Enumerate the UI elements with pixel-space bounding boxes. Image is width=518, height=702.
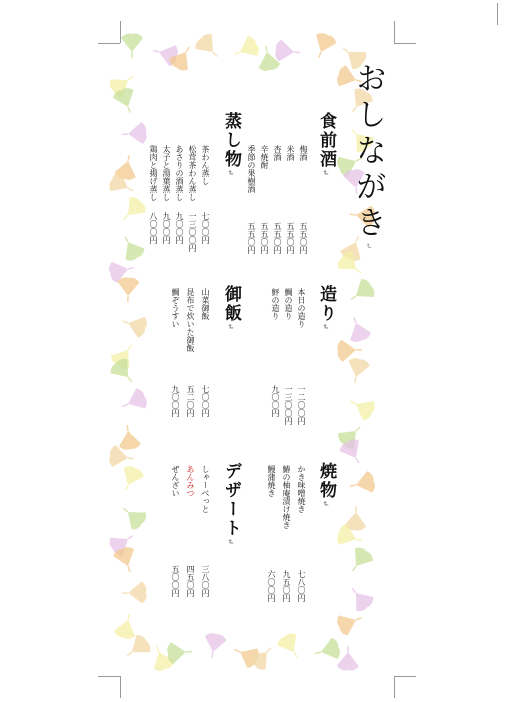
menu-item-name: 辛焼酎 <box>260 145 269 169</box>
ginkgo-leaf <box>116 424 141 451</box>
ginkgo-leaf <box>345 391 377 422</box>
ginkgo-leaf <box>115 231 146 263</box>
menu-item-name: 茶わん蒸し <box>201 145 210 185</box>
menu-item-name: 昆布で炊いた御飯 <box>186 288 195 352</box>
ginkgo-leaf <box>344 356 371 385</box>
menu-item-name: 松茸茶わん蒸し <box>188 145 197 201</box>
menu-item-name: かき味噌焼き <box>297 465 306 513</box>
section-title-shokuzenshu: 食前酒↵ <box>316 112 336 178</box>
menu-item-name: 山菜御飯 <box>201 288 210 320</box>
ginkgo-leaf <box>274 39 301 63</box>
section-title-yakimono: 焼物↵ <box>316 462 336 509</box>
section-title-tsukuri: 造り↵ <box>316 285 336 332</box>
menu-item-name: ぜんざい <box>171 465 180 497</box>
menu-item-name: 鮃の造り <box>271 288 280 320</box>
section-title-dessert: デザート↵ <box>221 462 241 547</box>
ginkgo-leaf <box>309 31 339 62</box>
menu-item-price: 五五〇円 <box>299 222 308 254</box>
ginkgo-leaf <box>312 637 341 665</box>
ginkgo-leaf <box>344 545 376 578</box>
menu-item-price: 四五〇円 <box>186 565 195 597</box>
menu-item-name: 太子と湯葉蒸し <box>162 145 171 201</box>
ginkgo-leaf <box>344 581 377 614</box>
menu-item-name: 鰻蒲焼き <box>267 465 276 497</box>
ginkgo-leaf <box>122 581 147 604</box>
menu-item-price: 七八〇円 <box>297 570 306 602</box>
menu-item-name: しゃーべっと <box>201 465 210 513</box>
ginkgo-leaf <box>121 34 143 59</box>
menu-item-price: 八〇〇円 <box>149 212 158 244</box>
menu-item-name: あさりの酒蒸し <box>175 145 184 201</box>
menu-item-price: 五二〇円 <box>186 385 195 417</box>
menu-item-name: 鯛ぞうすい <box>171 288 180 328</box>
menu-item-price: 七〇〇円 <box>201 385 210 417</box>
ginkgo-leaf <box>116 194 149 227</box>
menu-item-name: 杏酒 <box>273 145 282 161</box>
menu-item-price: 六〇〇円 <box>267 570 276 602</box>
ginkgo-leaf <box>119 311 149 339</box>
menu-item-price: 九〇〇円 <box>175 212 184 244</box>
ginkgo-leaf <box>337 646 359 671</box>
ginkgo-leaf <box>192 31 225 64</box>
ginkgo-leaf <box>348 470 377 497</box>
menu-item-price: 九五〇円 <box>282 570 291 602</box>
ginkgo-leaf <box>117 277 140 302</box>
ginkgo-leaf <box>201 632 227 660</box>
ginkgo-leaf <box>167 41 199 73</box>
menu-item-price: 三八〇円 <box>201 565 210 597</box>
menu-title: おしながき↵ <box>350 62 386 254</box>
menu-item-name: 鯛の造り <box>284 288 293 320</box>
ginkgo-leaf <box>275 630 306 662</box>
ginkgo-leaf <box>335 608 366 638</box>
menu-item-name: あんみつ <box>186 465 195 497</box>
menu-item-price: 九〇〇円 <box>271 385 280 417</box>
section-title-mushimono: 蒸し物↵ <box>221 112 241 178</box>
menu-item-name: 鰆の柚庵漬け焼き <box>282 465 291 529</box>
menu-item-price: 九〇〇円 <box>162 212 171 244</box>
menu-item-price: 一二〇〇円 <box>297 385 306 425</box>
ginkgo-leaf <box>230 34 262 65</box>
ginkgo-leaf <box>246 640 279 673</box>
menu-item-price: 九〇〇円 <box>171 385 180 417</box>
ginkgo-leaf <box>121 122 147 146</box>
menu-item-name: 鶏肉と揚げ蒸し <box>149 145 158 201</box>
section-title-gohan: 御飯↵ <box>221 285 241 332</box>
ginkgo-leaf <box>337 339 363 362</box>
menu-item-name: 梅酒 <box>299 145 308 161</box>
ginkgo-leaf <box>118 386 149 416</box>
ginkgo-leaf <box>167 641 193 665</box>
menu-item-name: 季節の果樹酒 <box>247 145 256 193</box>
menu-item-name: 米酒 <box>286 145 295 161</box>
menu-item-price: 五五〇円 <box>273 222 282 254</box>
menu-item-price: 五五〇円 <box>260 222 269 254</box>
ginkgo-leaf <box>116 500 149 533</box>
menu-item-price: 五五〇円 <box>247 222 256 254</box>
ginkgo-leaf <box>116 464 146 495</box>
menu-item-price: 五〇〇円 <box>171 565 180 597</box>
menu-item-price: 五五〇円 <box>286 222 295 254</box>
ginkgo-leaf <box>113 612 140 641</box>
menu-item-price: 一三〇〇円 <box>284 385 293 425</box>
ginkgo-leaf <box>344 314 373 344</box>
menu-item-price: 七〇〇円 <box>201 212 210 244</box>
menu-item-price: 一三〇〇円 <box>188 212 197 252</box>
menu-item-name: 本日の造り <box>297 288 306 328</box>
ginkgo-leaf <box>345 276 378 308</box>
